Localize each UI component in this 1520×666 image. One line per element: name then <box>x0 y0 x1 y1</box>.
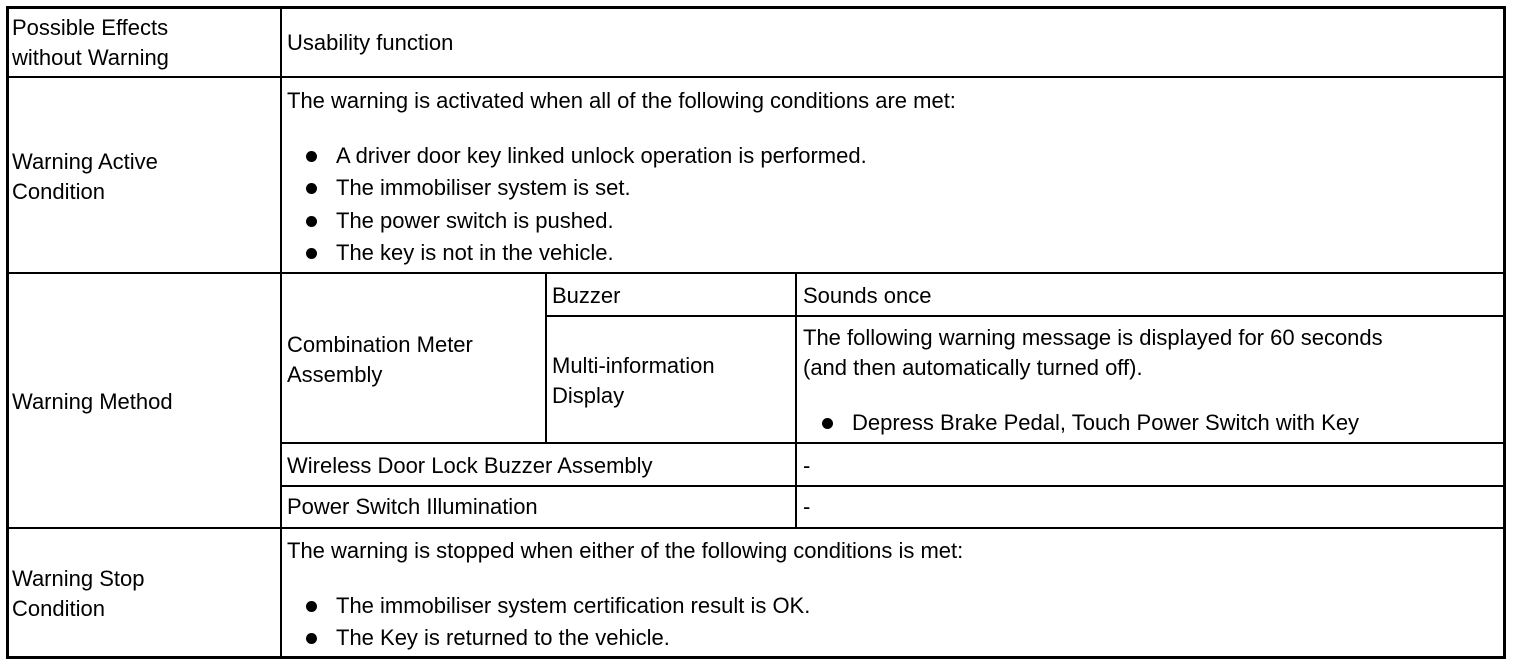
column-divider <box>280 6 282 659</box>
buzzer-value: Sounds once <box>803 283 932 308</box>
row-divider <box>6 272 1506 274</box>
bullet-dot <box>822 418 833 429</box>
row-label-stop-condition: Warning Stop <box>12 566 145 591</box>
power-switch-illumination-label: Power Switch Illumination <box>287 494 538 519</box>
list-item: The Key is returned to the vehicle. <box>336 625 670 650</box>
column-divider <box>795 272 797 528</box>
row-label-active-condition: Condition <box>12 179 105 204</box>
warning-message-text: Depress Brake Pedal, Touch Power Switch with Key <box>852 410 1360 435</box>
row-label-warning-method: Warning Method <box>12 389 173 414</box>
multi-information-display-label: Display <box>552 383 625 408</box>
row-divider <box>280 485 1506 487</box>
combination-meter-label: Combination Meter <box>287 332 473 357</box>
row-divider <box>6 76 1506 78</box>
row-divider <box>546 315 1506 317</box>
possible-effects-value: Usability function <box>287 30 454 55</box>
multi-information-display-label: Multi-information <box>552 353 715 378</box>
bullet-dot <box>306 183 317 194</box>
wireless-door-lock-buzzer-value: - <box>803 453 811 478</box>
list-item: A driver door key linked unlock operation is performed. <box>336 143 867 168</box>
row-label-possible-effects: Possible Effects <box>12 15 169 40</box>
row-divider <box>6 527 1506 529</box>
bullet-dot <box>306 601 317 612</box>
bullet-dot <box>306 633 317 644</box>
buzzer-label: Buzzer <box>552 283 621 308</box>
list-item: The key is not in the vehicle. <box>336 240 614 265</box>
row-label-active-condition: Warning Active <box>12 149 158 174</box>
row-divider <box>280 442 1506 444</box>
bullet-dot <box>306 151 317 162</box>
bullet-dot <box>306 216 317 227</box>
bullet-dot <box>306 248 317 259</box>
column-divider <box>545 272 547 444</box>
warning-message-description: The following warning message is displayed for 60 seconds <box>803 325 1383 350</box>
row-label-possible-effects: without Warning <box>12 45 169 70</box>
warning-message-description: (and then automatically turned off). <box>803 355 1143 380</box>
active-condition-intro: The warning is activated when all of the following conditions are met: <box>287 88 956 113</box>
list-item: The immobiliser system certification result is OK. <box>336 593 811 618</box>
wireless-door-lock-buzzer-label: Wireless Door Lock Buzzer Assembly <box>287 453 653 478</box>
list-item: The immobiliser system is set. <box>336 175 631 200</box>
power-switch-illumination-value: - <box>803 494 811 519</box>
list-item: The power switch is pushed. <box>336 208 614 233</box>
combination-meter-label: Assembly <box>287 362 383 387</box>
stop-condition-intro: The warning is stopped when either of the following conditions is met: <box>287 538 964 563</box>
row-label-stop-condition: Condition <box>12 596 105 621</box>
